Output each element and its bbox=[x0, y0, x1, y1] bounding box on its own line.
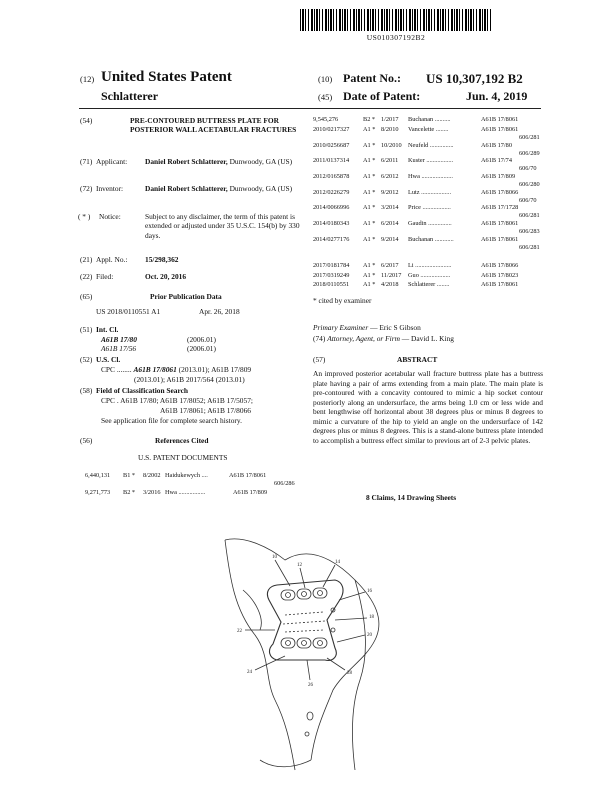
ref-kind: A1 * bbox=[363, 204, 376, 211]
us-patent-docs-heading: U.S. PATENT DOCUMENTS bbox=[138, 453, 228, 462]
inventor-surname: Schlatterer bbox=[101, 89, 159, 103]
ref-kind: A1 * bbox=[363, 236, 376, 243]
us-cl-line2: (2013.01); A61B 2017/564 (2013.01) bbox=[134, 375, 245, 384]
ref-class: A61B 17/8066 bbox=[481, 189, 519, 196]
abstract-heading: ABSTRACT bbox=[397, 355, 438, 364]
abstract-text: An improved posterior acetabular wall fracture buttress plate has a buttress plate having a pair of arms extending from a main plate. The main plate is pre-contoured with a concavity contoured to mimic a hip socket contour posteriorly along an undersurface, the arms being 1.0 cm or less wide and bent lengthwise off horizontal about 38 degrees plus or minus 8 degrees to mimic a curvature of the hip to yield an angle on the undersurface of 142 degrees plus or minus 8 degrees. This is a stand-alone buttress plate intended to accomplish a buttress effect similar to previous art of 2-3 pelvic plates. bbox=[313, 369, 543, 445]
acetabular-plate-figure bbox=[215, 520, 405, 776]
attorney bbox=[313, 334, 454, 343]
ref-name: Haidukewych .... bbox=[165, 472, 208, 479]
us-cl-line1 bbox=[101, 365, 251, 374]
ref-name: Gaudin ............... bbox=[408, 220, 452, 227]
appl-no: 15/298,362 bbox=[145, 255, 179, 264]
ref-date: 6/2014 bbox=[381, 220, 399, 227]
figure-label: 20 bbox=[367, 633, 372, 638]
ref-date: 9/2014 bbox=[381, 236, 399, 243]
ref-class: A61B 17/8023 bbox=[481, 272, 519, 279]
filed-date: Oct. 20, 2016 bbox=[145, 272, 187, 281]
patent-date: Jun. 4, 2019 bbox=[466, 89, 528, 103]
ref-name: Neufeld ............... bbox=[408, 142, 454, 149]
figure-label: 18 bbox=[369, 615, 374, 620]
barcode-number: US010307192B2 bbox=[366, 33, 426, 42]
code-57: (57) bbox=[313, 355, 326, 364]
ref-kind: A1 * bbox=[363, 272, 376, 279]
ref-number: 2014/0277176 bbox=[313, 236, 350, 243]
cited-by-examiner: * cited by examiner bbox=[313, 296, 372, 305]
ref-class: A61B 17/809 bbox=[481, 173, 516, 180]
ref-kind: A1 * bbox=[363, 262, 376, 269]
ref-class: A61B 17/80 bbox=[481, 142, 512, 149]
code-56: (56) bbox=[80, 436, 93, 445]
attorney-code: (74) bbox=[313, 334, 326, 343]
inventor-value bbox=[145, 184, 305, 193]
left-ref-row bbox=[85, 489, 317, 499]
ref-number: 2017/0181784 bbox=[313, 262, 350, 269]
figure-label: 10 bbox=[272, 555, 277, 560]
ref-name: Price .................. bbox=[408, 204, 451, 211]
int-cl-heading: Int. Cl. bbox=[96, 325, 119, 334]
prior-pub-number: US 2018/0110551 A1 bbox=[96, 307, 161, 316]
int-cl-1: A61B 17/80 bbox=[101, 335, 137, 344]
code-51: (51) bbox=[80, 325, 93, 334]
code-12: (12) bbox=[80, 74, 95, 84]
ref-number: 9,271,773 bbox=[85, 489, 111, 496]
us-cl-prefix: CPC ........ bbox=[101, 365, 132, 374]
applicant-label: Applicant: bbox=[96, 157, 128, 166]
applicant-name: Daniel Robert Schlatterer, bbox=[145, 157, 228, 166]
ref-name: Vancelette ........ bbox=[408, 126, 449, 133]
ref-date: 1/2017 bbox=[381, 116, 399, 123]
applicant-location: Dunwoody, GA (US) bbox=[229, 157, 293, 166]
ref-name: Buchanan ............ bbox=[408, 236, 454, 243]
inventor-label: Inventor: bbox=[96, 184, 124, 193]
ref-class: A61B 17/8061 bbox=[481, 220, 519, 227]
patent-title: United States Patent bbox=[101, 69, 232, 85]
ref-kind: A1 * bbox=[363, 281, 376, 288]
filed-label: Filed: bbox=[96, 272, 114, 281]
ref-class: A61B 17/8061 bbox=[481, 116, 519, 123]
prior-pub-date: Apr. 26, 2018 bbox=[199, 307, 240, 316]
ref-extra: 606/289 bbox=[519, 150, 540, 157]
ref-name: Li ....................... bbox=[408, 262, 452, 269]
ref-kind: A1 * bbox=[363, 157, 376, 164]
figure-label: 16 bbox=[367, 589, 372, 594]
ref-number: 2011/0137314 bbox=[313, 157, 350, 164]
ref-extra: 606/286 bbox=[274, 480, 295, 487]
ref-extra: 606/281 bbox=[519, 134, 540, 141]
prior-pub-heading: Prior Publication Data bbox=[150, 292, 222, 301]
ref-class: A61B 17/809 bbox=[233, 489, 268, 496]
ref-number: 2018/0110551 bbox=[313, 281, 350, 288]
appl-no-label: Appl. No.: bbox=[96, 255, 128, 264]
representative-drawing bbox=[215, 520, 405, 776]
code-54: (54) bbox=[80, 116, 93, 125]
notice-text: Subject to any disclaimer, the term of this patent is extended or adjusted under 35 U.S.C. 154(b) by 330 days. bbox=[145, 212, 300, 240]
code-52: (52) bbox=[80, 355, 93, 364]
ref-date: 8/2010 bbox=[381, 126, 399, 133]
ref-extra: 606/281 bbox=[519, 244, 540, 251]
field-search-line1: CPC . A61B 17/80; A61B 17/8052; A61B 17/5057; bbox=[101, 396, 253, 405]
figure-label: 28 bbox=[347, 671, 352, 676]
code-65: (65) bbox=[80, 292, 93, 301]
inventor-name: Daniel Robert Schlatterer, bbox=[145, 184, 228, 193]
ref-name: Buchanan .......... bbox=[408, 116, 451, 123]
notice-label: Notice: bbox=[99, 212, 121, 221]
ref-extra: 606/70 bbox=[519, 165, 537, 172]
us-cl-heading: U.S. Cl. bbox=[96, 355, 121, 364]
ref-class: A61B 17/8061 bbox=[229, 472, 267, 479]
ref-number: 2012/0226279 bbox=[313, 189, 350, 196]
ref-date: 3/2016 bbox=[143, 489, 161, 496]
ref-date: 10/2010 bbox=[381, 142, 402, 149]
attorney-label: Attorney, Agent, or Firm bbox=[327, 334, 400, 343]
invention-title: PRE-CONTOURED BUTTRESS PLATE FOR POSTERIOR WALL ACETABULAR FRACTURES bbox=[130, 116, 297, 135]
field-search-heading: Field of Classification Search bbox=[96, 386, 189, 395]
ref-class: A61B 17/8061 bbox=[481, 281, 519, 288]
ref-kind: B2 * bbox=[123, 489, 136, 496]
patent-no-label: Patent No.: bbox=[343, 71, 401, 85]
ref-extra: 606/280 bbox=[519, 181, 540, 188]
ref-number: 2014/0180343 bbox=[313, 220, 350, 227]
claims-sheets: 8 Claims, 14 Drawing Sheets bbox=[366, 493, 457, 502]
ref-class: A61B 17/8066 bbox=[481, 262, 519, 269]
ref-name: Guo ................... bbox=[408, 272, 451, 279]
patent-barcode bbox=[300, 9, 492, 31]
ref-date: 6/2012 bbox=[381, 173, 399, 180]
ref-number: 2010/0256687 bbox=[313, 142, 350, 149]
us-cl-main: A61B 17/8061 bbox=[133, 365, 177, 374]
ref-class: A61B 17/1728 bbox=[481, 204, 519, 211]
ref-number: 2014/0066996 bbox=[313, 204, 350, 211]
figure-label: 12 bbox=[297, 563, 302, 568]
attorney-name: — David L. King bbox=[401, 334, 454, 343]
ref-date: 8/2002 bbox=[143, 472, 161, 479]
ref-class: A61B 17/74 bbox=[481, 157, 512, 164]
ref-date: 3/2014 bbox=[381, 204, 399, 211]
field-search-line3: See application file for complete search history. bbox=[101, 416, 242, 425]
date-label: Date of Patent: bbox=[343, 89, 421, 103]
code-45: (45) bbox=[318, 92, 333, 102]
references-heading: References Cited bbox=[155, 436, 209, 445]
ref-kind: A1 * bbox=[363, 126, 376, 133]
ref-class: A61B 17/8061 bbox=[481, 126, 519, 133]
ref-number: 9,545,276 bbox=[313, 116, 339, 123]
code-10: (10) bbox=[318, 74, 333, 84]
ref-date: 11/2017 bbox=[381, 272, 402, 279]
ref-number: 2012/0165878 bbox=[313, 173, 350, 180]
ref-class: A61B 17/8061 bbox=[481, 236, 519, 243]
ref-extra: 606/281 bbox=[519, 212, 540, 219]
code-58: (58) bbox=[80, 386, 93, 395]
ref-name: Schlatterer ........ bbox=[408, 281, 450, 288]
ref-name: Kuster ................. bbox=[408, 157, 454, 164]
figure-label: 14 bbox=[335, 560, 340, 565]
ref-number: 2010/0217327 bbox=[313, 126, 350, 133]
ref-kind: A1 * bbox=[363, 189, 376, 196]
header-rule bbox=[79, 108, 541, 109]
int-cl-2: A61B 17/56 bbox=[101, 344, 137, 353]
examiner-label: Primary Examiner bbox=[313, 323, 369, 332]
applicant-value bbox=[145, 157, 305, 166]
ref-kind: A1 * bbox=[363, 220, 376, 227]
ref-name: Lutz ................... bbox=[408, 189, 452, 196]
ref-name: Hwa ................. bbox=[165, 489, 206, 496]
left-ref-row bbox=[85, 472, 317, 488]
ref-kind: A1 * bbox=[363, 173, 376, 180]
examiner-name: — Eric S Gibson bbox=[370, 323, 421, 332]
ref-kind: A1 * bbox=[363, 142, 376, 149]
ref-kind: B2 * bbox=[363, 116, 376, 123]
code-71: (71) bbox=[80, 157, 93, 166]
ref-number: 6,440,131 bbox=[85, 472, 111, 479]
ref-name: Hwa .................... bbox=[408, 173, 453, 180]
code-22: (22) bbox=[80, 272, 93, 281]
us-cl-rest: (2013.01); A61B 17/809 bbox=[178, 365, 252, 374]
ref-kind: B1 * bbox=[123, 472, 136, 479]
code-21: (21) bbox=[80, 255, 93, 264]
notice-code: ( * ) bbox=[78, 212, 91, 221]
field-search-line2: A61B 17/8061; A61B 17/8066 bbox=[160, 406, 251, 415]
primary-examiner bbox=[313, 323, 421, 332]
ref-date: 4/2018 bbox=[381, 281, 399, 288]
figure-label: 26 bbox=[308, 683, 313, 688]
patent-number: US 10,307,192 B2 bbox=[426, 71, 523, 86]
ref-date: 6/2017 bbox=[381, 262, 399, 269]
int-cl-1-date: (2006.01) bbox=[187, 335, 216, 344]
int-cl-2-date: (2006.01) bbox=[187, 344, 216, 353]
ref-date: 9/2012 bbox=[381, 189, 399, 196]
figure-label: 22 bbox=[237, 629, 242, 634]
ref-date: 6/2011 bbox=[381, 157, 399, 164]
ref-extra: 606/70 bbox=[519, 197, 537, 204]
inventor-location: Dunwoody, GA (US) bbox=[229, 184, 293, 193]
ref-number: 2017/0319249 bbox=[313, 272, 350, 279]
figure-label: 24 bbox=[247, 670, 252, 675]
code-72: (72) bbox=[80, 184, 93, 193]
ref-extra: 606/283 bbox=[519, 228, 540, 235]
